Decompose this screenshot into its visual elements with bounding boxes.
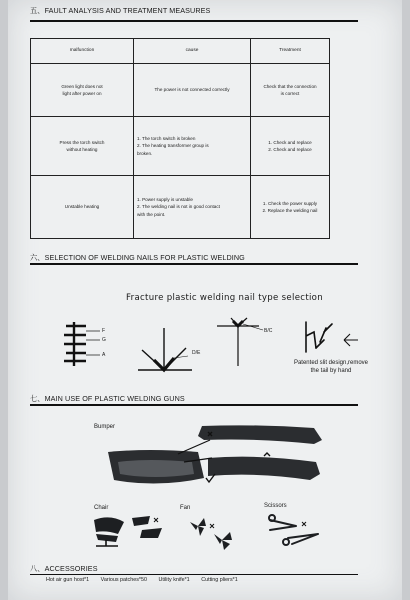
section-title-fault: 五、FAULT ANALYSIS AND TREATMENT MEASURES bbox=[30, 6, 211, 15]
cell-cause bbox=[134, 64, 251, 117]
section-rule bbox=[30, 263, 358, 265]
table-row bbox=[31, 117, 330, 176]
cell-line: Check that the connection bbox=[263, 83, 317, 89]
cell-malfunction bbox=[31, 176, 134, 239]
cell-malfunction bbox=[31, 64, 134, 117]
cell-line: is correct bbox=[280, 91, 300, 96]
table-row bbox=[31, 64, 330, 117]
cell-treatment bbox=[251, 64, 330, 117]
cell-line: light after power on bbox=[62, 91, 102, 96]
cell-line: Green light does not bbox=[61, 83, 103, 89]
cell-line: broken. bbox=[137, 150, 153, 156]
caption-line: the tail by hand bbox=[310, 367, 352, 374]
accessory-item: Cutting pliers*1 bbox=[201, 577, 238, 583]
cell-line: 2. The heating transformer group is bbox=[137, 143, 209, 149]
cell-line: 1. The torch switch is broken bbox=[137, 136, 196, 142]
broken-part-icon bbox=[128, 512, 172, 542]
nail-label-bc: B/C bbox=[264, 328, 273, 334]
accessory-item: Utility knife*1 bbox=[158, 577, 190, 583]
section-title-accessories: 八、ACCESSORIES bbox=[30, 564, 98, 573]
v-nail-icon bbox=[130, 322, 200, 374]
nail-label-a: A bbox=[102, 352, 106, 358]
label-scissors: Scissors bbox=[264, 503, 287, 509]
header-cause: cause bbox=[134, 39, 251, 64]
slit-caption bbox=[276, 360, 386, 375]
caption-line: Patented slit design,remove bbox=[293, 360, 369, 366]
cell-line: with the point. bbox=[137, 211, 166, 217]
cell-line: 1. Check and replace bbox=[268, 139, 312, 145]
t-nail-icon bbox=[213, 318, 273, 368]
label-chair: Chair bbox=[94, 505, 109, 511]
fault-table bbox=[30, 38, 330, 239]
cell-line: Unstable heating bbox=[64, 204, 100, 210]
section-rule bbox=[30, 574, 358, 575]
cell-cause bbox=[134, 117, 251, 176]
cell-line: The power is not connected correctly bbox=[154, 87, 230, 93]
cell-malfunction bbox=[31, 117, 134, 176]
table-row bbox=[31, 176, 330, 239]
scissors-icon bbox=[266, 512, 330, 546]
cell-treatment bbox=[251, 176, 330, 239]
accessories-list bbox=[46, 577, 248, 583]
cell-treatment bbox=[251, 117, 330, 176]
nail-figure-title: Fracture plastic welding nail type selection bbox=[126, 293, 323, 303]
nail-label-de: D/E bbox=[192, 350, 201, 356]
cell-line: 1. Power supply is unstable bbox=[137, 197, 193, 203]
manual-page bbox=[8, 0, 402, 600]
header-treatment: Treatment bbox=[251, 39, 330, 64]
cell-line: 2. Check and replace bbox=[268, 147, 312, 152]
slit-nail-icon bbox=[298, 318, 368, 358]
cell-line: Press the torch switch bbox=[59, 139, 105, 145]
cell-line: 2. The welding nail is not in good contact bbox=[137, 204, 220, 210]
cell-line: 2. Replace the welding nail bbox=[262, 208, 318, 213]
section-title-nails: 六、SELECTION OF WELDING NAILS FOR PLASTIC WELDING bbox=[30, 253, 245, 262]
nail-label-f: F bbox=[102, 328, 106, 334]
nail-strip-icon bbox=[60, 318, 110, 370]
header-malfunction: malfunction bbox=[31, 39, 134, 64]
section-rule bbox=[30, 404, 358, 406]
cell-line: 1. Check the power supply bbox=[262, 200, 318, 206]
accessory-item: Hot air gun host*1 bbox=[46, 577, 90, 583]
section-rule bbox=[30, 20, 358, 22]
label-bumper: Bumper bbox=[94, 424, 116, 430]
accessory-item: Various patches*50 bbox=[100, 577, 148, 583]
cell-cause bbox=[134, 176, 251, 239]
fan-icon bbox=[184, 516, 244, 552]
nail-label-g: G bbox=[102, 337, 106, 343]
label-fan: Fan bbox=[180, 505, 191, 511]
bumper-illustration bbox=[108, 418, 338, 494]
section-title-uses: 七、MAIN USE OF PLASTIC WELDING GUNS bbox=[30, 394, 185, 403]
table-header-row bbox=[31, 39, 330, 64]
cell-line: without heating bbox=[66, 147, 98, 152]
